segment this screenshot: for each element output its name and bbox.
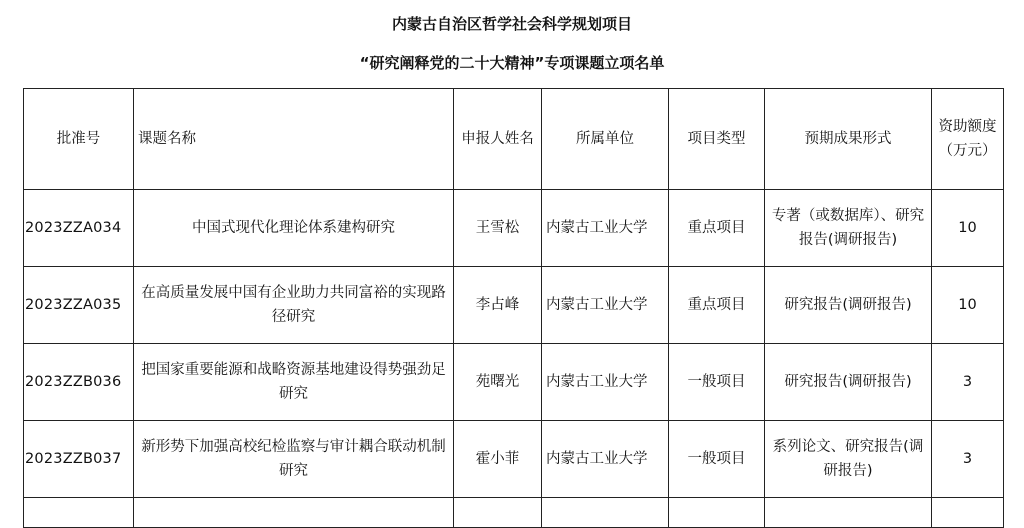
cell-outcome: 系列论文、研究报告(调研报告): [765, 421, 932, 498]
cell-empty: [765, 498, 932, 528]
table-row: [24, 267, 1004, 344]
table-row: [24, 190, 1004, 267]
header-topic: 课题名称: [134, 89, 454, 190]
cell-empty: [542, 498, 669, 528]
table-header-row: [24, 89, 1004, 190]
cell-outcome: 研究报告(调研报告): [765, 267, 932, 344]
cell-funding: 3: [932, 421, 1004, 498]
header-project-type: 项目类型: [669, 89, 765, 190]
cell-applicant: 李占峰: [454, 267, 542, 344]
header-approval-no: 批准号: [24, 89, 134, 190]
document-title: 内蒙古自治区哲学社会科学规划项目: [391, 15, 632, 33]
cell-outcome: 专著（或数据库）、研究报告(调研报告): [765, 190, 932, 267]
cell-project-type: 一般项目: [669, 421, 765, 498]
cell-approval-no: 2023ZZB036: [24, 344, 134, 421]
cell-topic: 把国家重要能源和战略资源基地建设得势强劲足研究: [134, 344, 454, 421]
header-unit: 所属单位: [542, 89, 669, 190]
document-subtitle: “研究阐释党的二十大精神”专项课题立项名单: [359, 54, 665, 72]
cell-funding: 10: [932, 190, 1004, 267]
table-row-partial: [24, 498, 1004, 528]
cell-funding: 10: [932, 267, 1004, 344]
cell-empty: [134, 498, 454, 528]
cell-applicant: 苑曙光: [454, 344, 542, 421]
cell-empty: [24, 498, 134, 528]
cell-applicant: 王雪松: [454, 190, 542, 267]
cell-funding: 3: [932, 344, 1004, 421]
cell-applicant: 霍小菲: [454, 421, 542, 498]
cell-empty: [932, 498, 1004, 528]
cell-project-type: 重点项目: [669, 267, 765, 344]
cell-project-type: 一般项目: [669, 344, 765, 421]
cell-approval-no: 2023ZZA034: [24, 190, 134, 267]
header-applicant: 申报人姓名: [454, 89, 542, 190]
cell-approval-no: 2023ZZA035: [24, 267, 134, 344]
project-list-table: [23, 88, 1004, 528]
cell-outcome: 研究报告(调研报告): [765, 344, 932, 421]
table-row: [24, 421, 1004, 498]
cell-unit: 内蒙古工业大学: [542, 190, 669, 267]
cell-topic: 在高质量发展中国有企业助力共同富裕的实现路径研究: [134, 267, 454, 344]
cell-approval-no: 2023ZZB037: [24, 421, 134, 498]
cell-unit: 内蒙古工业大学: [542, 267, 669, 344]
cell-empty: [669, 498, 765, 528]
header-funding: 资助额度（万元）: [932, 89, 1004, 190]
cell-project-type: 重点项目: [669, 190, 765, 267]
cell-unit: 内蒙古工业大学: [542, 421, 669, 498]
table-row: [24, 344, 1004, 421]
cell-topic: 新形势下加强高校纪检监察与审计耦合联动机制研究: [134, 421, 454, 498]
cell-topic: 中国式现代化理论体系建构研究: [134, 190, 454, 267]
cell-unit: 内蒙古工业大学: [542, 344, 669, 421]
header-outcome: 预期成果形式: [765, 89, 932, 190]
cell-empty: [454, 498, 542, 528]
